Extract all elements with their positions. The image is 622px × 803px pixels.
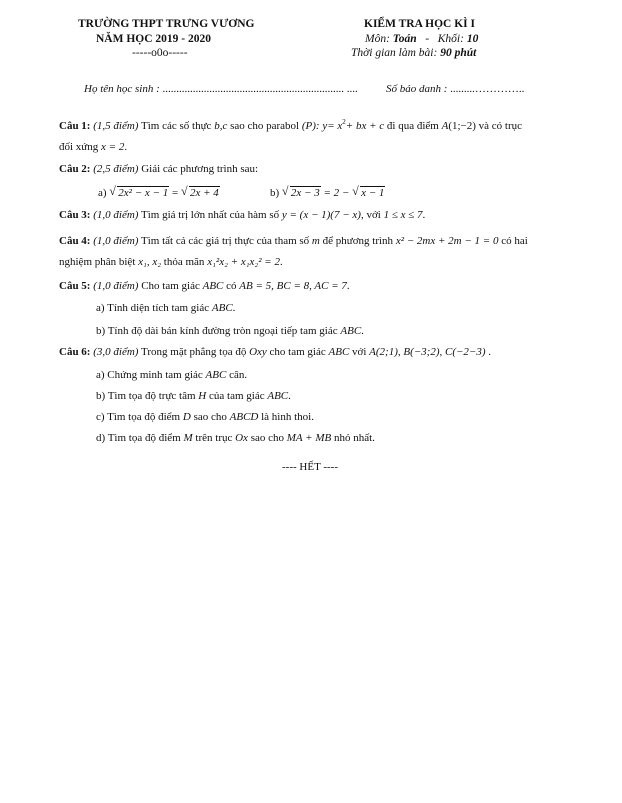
q5-part-b [96,325,364,338]
q5-b-triangle: ABC [340,325,362,337]
q2-a-lhs: 2x² − x − 1 [118,187,169,199]
q1-text-3: đi qua điểm [386,120,439,132]
q6-b-orthocenter: H [198,390,207,402]
q5-a-triangle: ABC [211,302,233,314]
q6-b-triangle: ABC [267,390,289,402]
q5-a-text: a) Tính diện tích tam giác [96,302,210,314]
q6-b-text: b) Tìm tọa độ trực tâm [96,390,196,402]
q3-line [59,209,425,222]
header-divider: -----o0o----- [132,47,188,59]
q4-text-3: có hai [501,235,528,247]
q6-text-1: Trong mặt phẳng tọa độ [141,346,247,358]
subject-grade-line [365,33,478,45]
q2-b-lhs-sqrt: √ 2x − 3 [281,184,320,199]
q2-b-rhs: x − 1 [361,187,385,199]
q4-text-4: nghiệm phân biệt [59,256,136,268]
q2-label: Câu 2: [59,163,91,175]
q2-b-mid: = 2 − [323,187,350,199]
q4-label: Câu 4: [59,235,91,247]
q1-points: (1,5 điểm) [93,120,139,132]
q4-text-2: để phương trình [322,235,394,247]
q1-text-4: và có trục [478,120,523,132]
end-mark: ---- HẾT ---- [282,461,338,473]
q4-line2 [59,256,283,269]
q6-points-coords: A(2;1), B(−3;2), C(−2−3) [369,346,486,358]
q6-d-expr: MA + MB [286,432,332,444]
q6-part-d [96,432,375,445]
q2-b-label: b) [270,187,280,199]
q5-sides: AB = 5, BC = 8, AC = 7 [239,280,347,292]
q2-b-rhs-sqrt: √ x − 1 [352,184,385,199]
q6-label: Câu 6: [59,346,91,358]
q2-text: Giải các phương trình sau: [141,163,259,175]
q6-c-point-D: D [182,411,191,423]
q3-condition: 1 ≤ x ≤ 7 [383,209,423,221]
q6-triangle: ABC [328,346,350,358]
q1-eq-part2: + bx + c [345,120,385,132]
q6-text-3: với [352,346,367,358]
q2-a-rhs: 2x + 4 [189,187,219,199]
q2-part-a [98,186,220,200]
q6-end: . [488,346,492,358]
q1-parabol-name: (P): [301,120,320,132]
subject: Toán [392,33,417,45]
q5-end: . [346,280,350,292]
q4-text-5: thỏa mãn [163,256,205,268]
q6-a-end: cân. [229,369,248,381]
grade: 10 [466,33,479,45]
q2-a-rhs-sqrt: √ 2x + 4 [180,184,219,199]
q5-b-text: b) Tính độ dài bán kính đường tròn ngoại tiếp tam giác [96,325,338,337]
q4-text-1: Tìm tất cả các giá trị thực của tham số [141,235,310,247]
q3-cond-pre: , với [360,209,381,221]
q3-points: (1,0 điểm) [93,209,139,221]
q4-param-m: m [311,235,320,247]
q6-d-axis: Ox [235,432,248,444]
student-id-dots: .........………….. [450,83,525,95]
q1-point-A: A [441,120,449,132]
q2-a-lhs-sqrt: √ 2x² − x − 1 [109,184,169,199]
q1-text-1: Tìm các số thực [141,120,212,132]
q1-exp: 2 [342,118,346,126]
q6-d-end: nhỏ nhất. [333,432,375,444]
subject-dash: - [425,33,430,45]
q3-label: Câu 3: [59,209,91,221]
q5-label: Câu 5: [59,280,91,292]
q6-part-b [96,390,291,403]
q5-text-2: có [226,280,237,292]
q4-equation: x² − 2mx + 2m − 1 = 0 [395,235,499,247]
q6-b-mid: của tam giác [209,390,265,402]
q5-b-end: . [361,325,364,337]
q5-line1 [59,280,350,293]
q4-line1 [59,235,528,248]
q6-c-quad: ABCD [229,411,259,423]
q1-eq-part1: = x [327,120,343,132]
q1-line1 [59,120,522,133]
q6-part-c [96,411,314,424]
q1-text-2: sao cho parabol [230,120,300,132]
q4-condition: x₁²x₂ + x₁x₂² = 2 [207,256,280,268]
q4-roots: x₁, x₂ [138,256,162,268]
q6-points: (3,0 điểm) [93,346,139,358]
q5-triangle: ABC [202,280,224,292]
student-name-label: Họ tên học sinh : [84,83,163,95]
school-year: NĂM HỌC 2019 - 2020 [96,33,211,45]
q1-eq-y: y [322,120,328,132]
student-name-dots: .................................................................. .... [162,83,358,95]
q2-points: (2,5 điểm) [93,163,139,175]
q2-line1 [59,163,258,176]
q6-line1 [59,346,491,359]
q6-text-2: cho tam giác [269,346,326,358]
q2-part-b [270,186,385,200]
subject-label: Môn: [365,33,393,45]
q6-d-mid2: sao cho [250,432,284,444]
q4-points: (1,0 điểm) [93,235,139,247]
exam-title: KIỂM TRA HỌC KÌ I [364,18,475,30]
grade-label: Khối: [437,33,467,45]
q3-text: Tìm giá trị lớn nhất của hàm số [141,209,280,221]
q2-b-lhs: 2x − 3 [290,187,320,199]
q6-a-triangle: ABC [205,369,227,381]
time-line [351,47,476,59]
time-value: 90 phút [440,47,477,59]
q1-end: . [124,141,128,153]
q6-a-text: a) Chứng minh tam giác [96,369,203,381]
school-name: TRƯỜNG THPT TRƯNG VƯƠNG [78,18,255,30]
q5-points: (1,0 điểm) [93,280,139,292]
q4-end: . [279,256,283,268]
q3-end: . [422,209,426,221]
q6-part-a [96,369,247,382]
q2-a-label: a) [98,187,107,199]
q6-c-text: c) Tìm tọa độ điểm [96,411,181,423]
q6-c-mid: sao cho [193,411,227,423]
q5-part-a [96,302,235,315]
q6-d-point-M: M [183,432,193,444]
q1-point-A-coord: (1;−2) [448,120,476,132]
time-label: Thời gian làm bài: [351,47,441,59]
q6-coord-system: Oxy [249,346,267,358]
student-name-line [84,83,358,96]
q6-d-text: d) Tìm tọa độ điểm [96,432,181,444]
q5-text-1: Cho tam giác [141,280,200,292]
student-id-line [386,83,524,96]
q5-a-end: . [232,302,236,314]
q1-var-bc: b,c [214,120,228,132]
q1-axis-eq: x = 2 [101,141,125,153]
q6-d-mid: trên trục [195,432,233,444]
q1-label: Câu 1: [59,120,91,132]
q1-text-5: đối xứng [59,141,99,153]
q2-a-equals: = [171,187,179,199]
student-id-label: Số báo danh : [386,83,451,95]
q6-b-end: . [288,390,291,402]
q6-c-end: là hình thoi. [261,411,314,423]
q1-line2 [59,141,127,154]
q3-function: y = (x − 1)(7 − x) [281,209,361,221]
